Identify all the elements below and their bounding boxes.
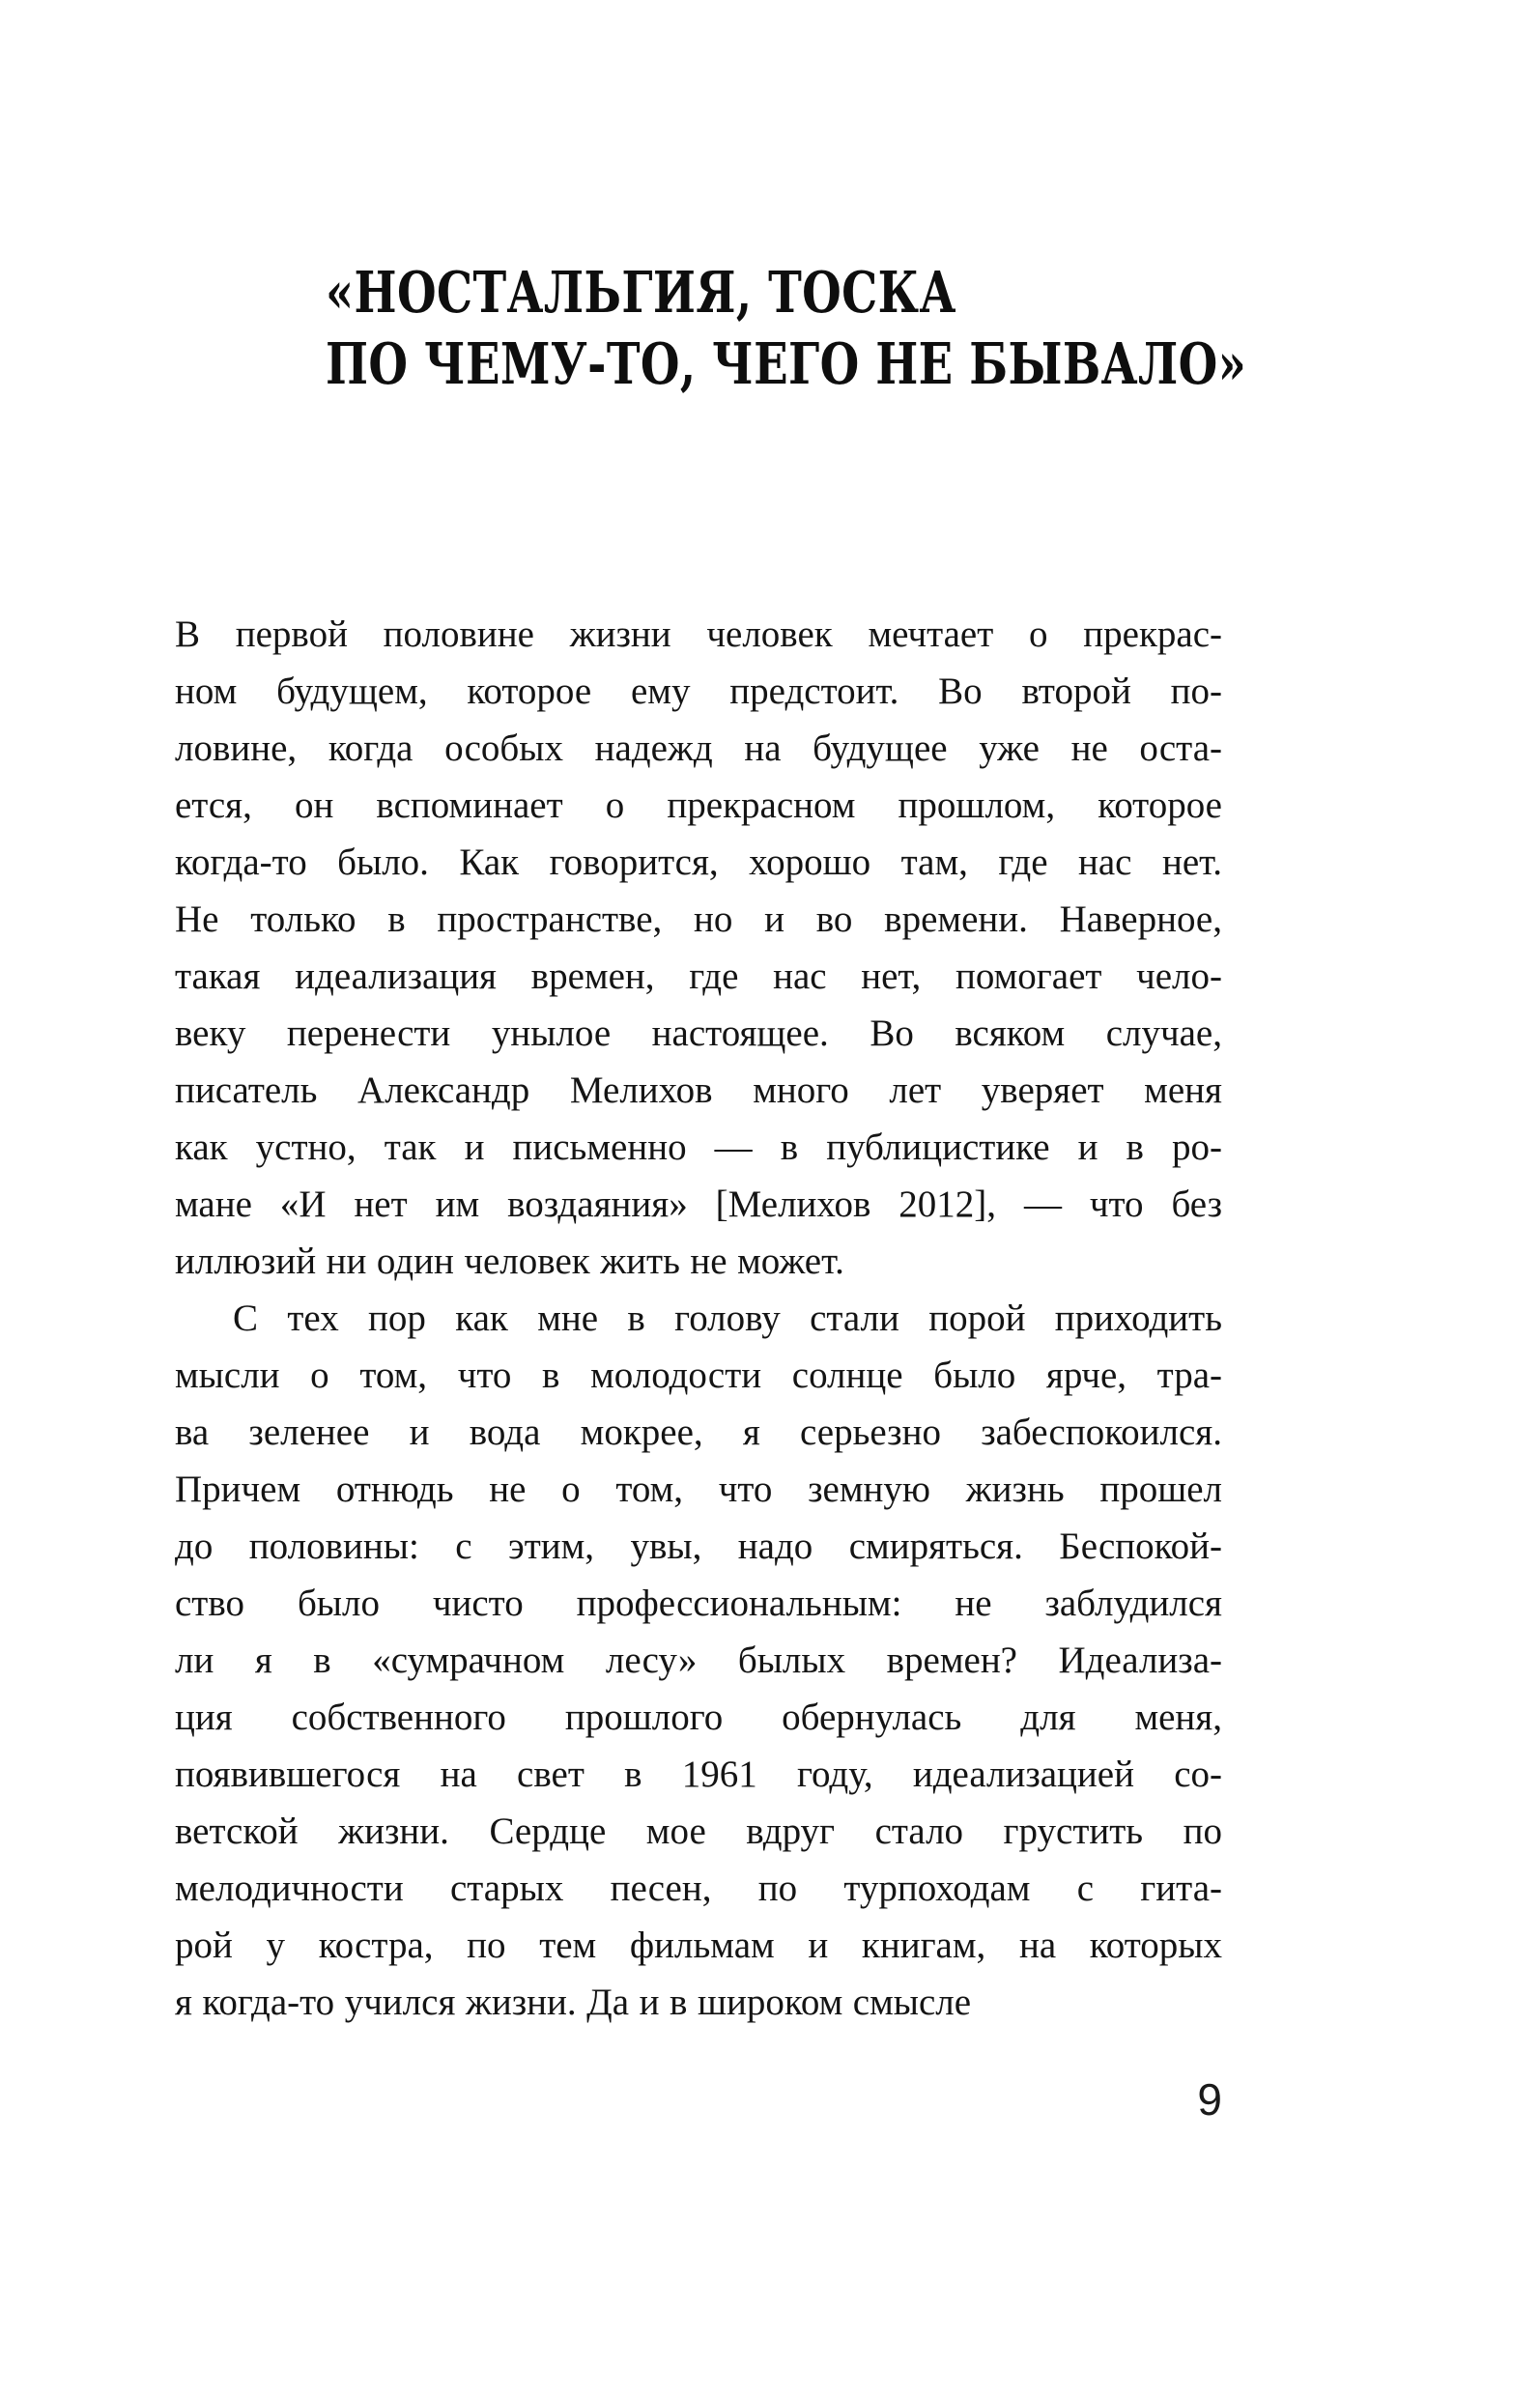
- chapter-heading-line: «НОСТАЛЬГИЯ, ТОСКА: [326, 259, 956, 326]
- text-line: рой у костра, по тем фильмам и книгам, на которых: [175, 1925, 1222, 1966]
- text-line: веку перенести унылое настоящее. Во всяком случае,: [175, 1013, 1222, 1054]
- text-line: Причем отнюдь не о том, что земную жизнь прошел: [175, 1469, 1222, 1510]
- text-line: до половины: с этим, увы, надо смиряться. Беспокой-: [175, 1526, 1222, 1567]
- paragraph: [175, 606, 1222, 1290]
- text-line: мысли о том, что в молодости солнце было ярче, тра-: [175, 1355, 1222, 1396]
- text-line: появившегося на свет в 1961 году, идеализацией со-: [175, 1754, 1222, 1795]
- chapter-heading: [326, 257, 1246, 400]
- chapter-heading-line: ПО ЧЕМУ-ТО, ЧЕГО НЕ БЫВАЛО»: [326, 330, 1247, 397]
- text-line: ство было чисто профессиональным: не заблудился: [175, 1583, 1222, 1624]
- text-line: когда-то было. Как говорится, хорошо там, где нас нет.: [175, 841, 1222, 883]
- text-line: ли я в «сумрачном лесу» былых времен? Идеализа-: [175, 1640, 1222, 1681]
- paragraph: [175, 1290, 1222, 2031]
- text-line: ется, он вспоминает о прекрасном прошлом, которое: [175, 784, 1222, 826]
- text-line: ва зеленее и вода мокрее, я серьезно забеспокоился.: [175, 1412, 1222, 1453]
- text-line: как устно, так и письменно — в публицистике и в ро-: [175, 1127, 1222, 1168]
- text-line: ном будущем, которое ему предстоит. Во второй по-: [175, 670, 1222, 712]
- text-line: писатель Александр Мелихов много лет уверяет меня: [175, 1070, 1222, 1111]
- text-line: мелодичности старых песен, по турпоходам с гита-: [175, 1868, 1222, 1909]
- page-number: 9: [1197, 2074, 1222, 2125]
- text-line: Не только в пространстве, но и во времени. Наверное,: [175, 898, 1222, 940]
- body-text: [175, 606, 1222, 2031]
- text-line: ция собственного прошлого обернулась для меня,: [175, 1697, 1222, 1738]
- text-line: иллюзий ни один человек жить не может.: [175, 1241, 844, 1282]
- text-line: я когда-то учился жизни. Да и в широком смысле: [175, 1982, 972, 2023]
- text-line: ветской жизни. Сердце мое вдруг стало грустить по: [175, 1811, 1222, 1852]
- text-line: В первой половине жизни человек мечтает о прекрас-: [175, 613, 1222, 655]
- text-line: ловине, когда особых надежд на будущее уже не оста-: [175, 727, 1222, 769]
- text-line: С тех пор как мне в голову стали порой приходить: [233, 1298, 1222, 1339]
- text-line: мане «И нет им воздаяния» [Мелихов 2012], — что без: [175, 1184, 1222, 1225]
- text-line: такая идеализация времен, где нас нет, помогает чело-: [175, 956, 1222, 997]
